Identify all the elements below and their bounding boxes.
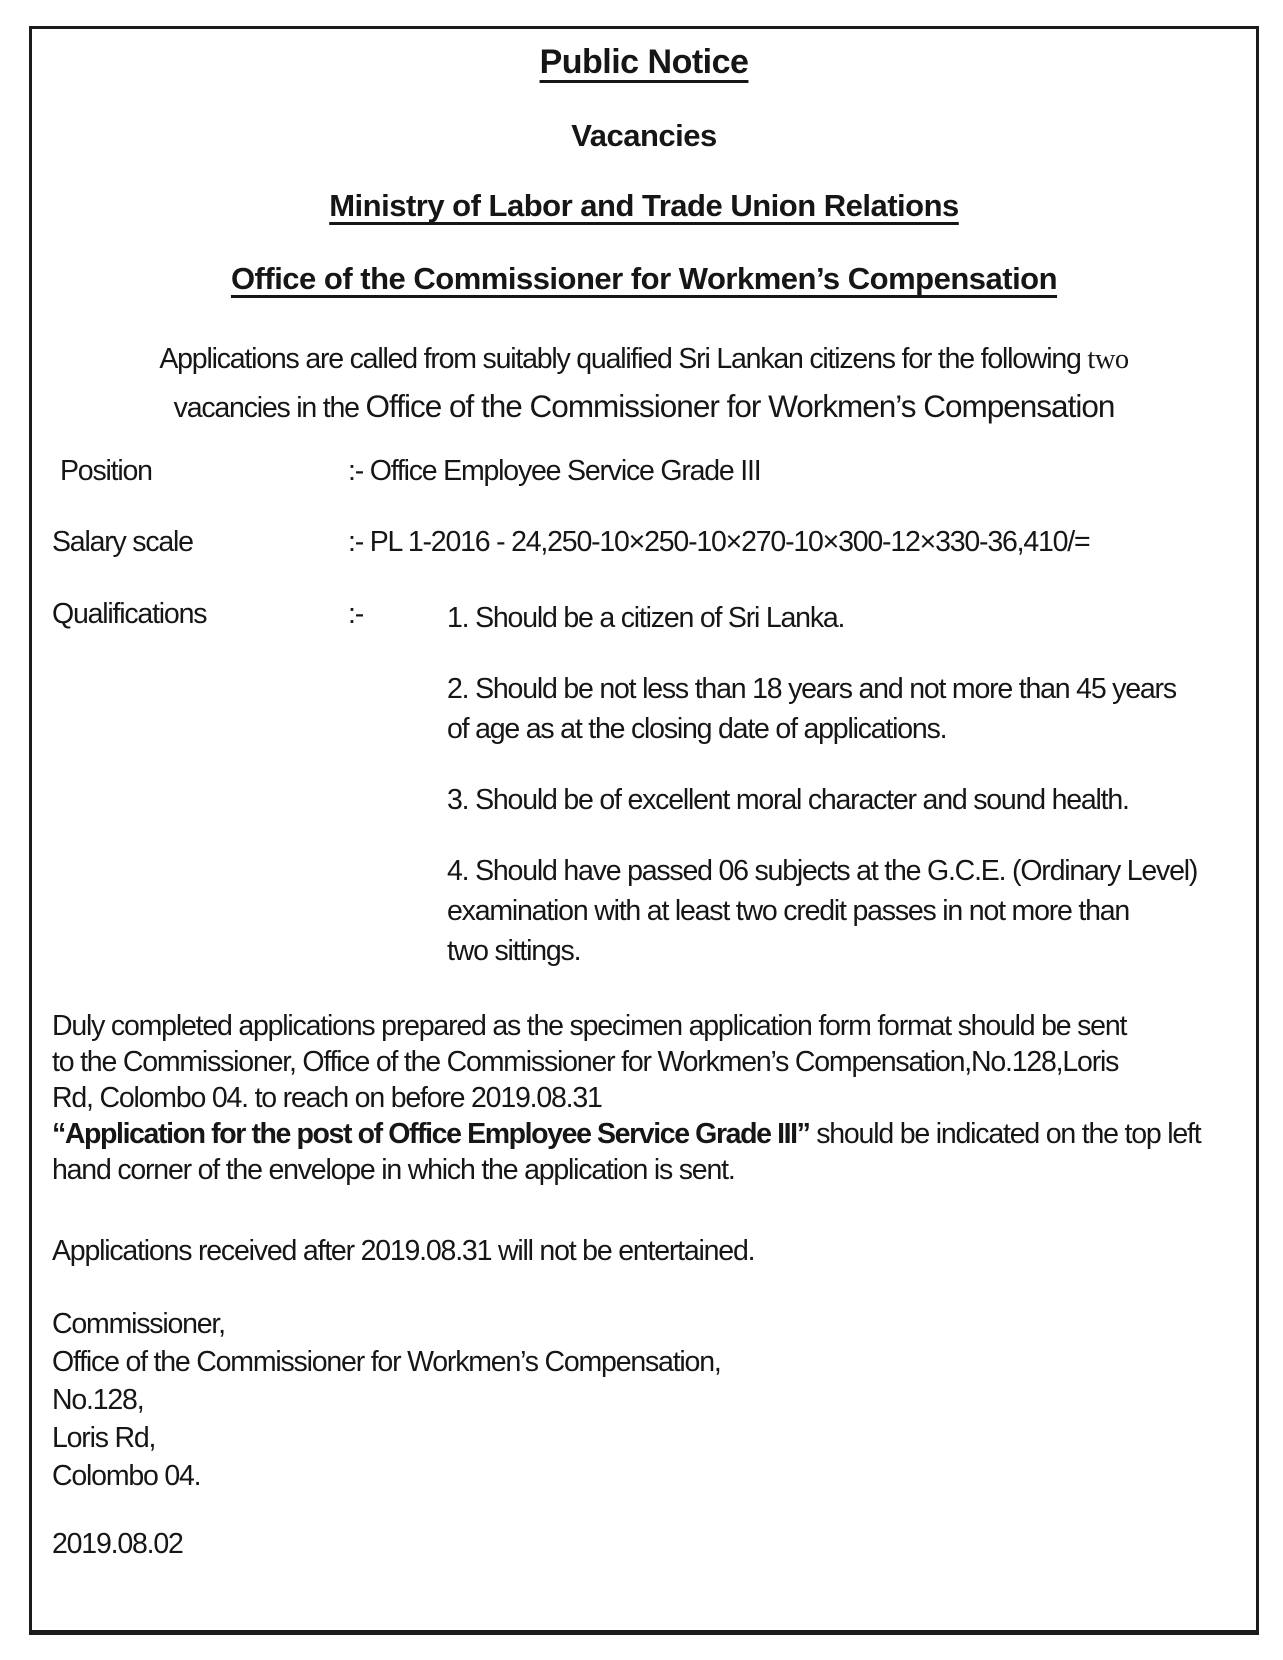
salary-value	[348, 526, 1089, 559]
qualification-item-2-line-1: 2. Should be not less than 18 years and not more than 45 years	[447, 673, 1176, 705]
qualification-item-3	[447, 780, 1237, 820]
intro-line-1-text: Applications are called from suitably qualified Sri Lankan citizens for the following	[159, 343, 1088, 375]
ministry-title: Ministry of Labor and Trade Union Relations	[329, 188, 959, 223]
detail-row-position	[52, 455, 760, 488]
instructions-line-2: to the Commissioner, Office of the Commissioner for Workmen’s Compensation,No.128,Loris	[52, 1046, 1119, 1078]
qualification-item-4-line-3: two sittings.	[447, 935, 581, 967]
salary-separator: :-	[348, 526, 364, 558]
intro-line-1	[32, 336, 1256, 383]
detail-row-qualifications	[52, 598, 447, 631]
detail-row-salary	[52, 526, 1089, 559]
instructions-paragraph	[52, 1008, 1244, 1188]
salary-label: Salary scale	[52, 526, 193, 558]
instructions-line-3: Rd, Colombo 04. to reach on before 2019.08.31	[52, 1082, 602, 1114]
qualification-item-4	[447, 851, 1237, 971]
qualifications-label: Qualifications	[52, 598, 207, 630]
application-label-bold: “Application for the post of Office Employee Service Grade III”	[52, 1118, 810, 1150]
intro-line-2-text: vacancies in the	[173, 392, 366, 424]
signature-line-4: Loris Rd,	[52, 1422, 156, 1454]
envelope-instruction-text: should be indicated on the top left hand corner of the envelope in which the application is sent.	[52, 1118, 1201, 1186]
qualification-item-1	[447, 598, 1237, 638]
envelope-instruction	[52, 1116, 1244, 1188]
qualification-item-2	[447, 669, 1237, 749]
page-title: Public Notice	[539, 43, 749, 81]
qualifications-list	[447, 598, 1237, 1002]
intro-line-2	[32, 383, 1256, 432]
instructions-line-1: Duly completed applications prepared as the specimen application form format should be sent	[52, 1010, 1127, 1042]
signature-line-1: Commissioner,	[52, 1308, 225, 1340]
qualifications-separator: :-	[348, 598, 364, 630]
position-value	[348, 455, 760, 488]
signature-line-5: Colombo 04.	[52, 1460, 201, 1492]
notice-date: 2019.08.02	[52, 1528, 183, 1560]
intro-line-2-office: Office of the Commissioner for Workmen’s Compensation	[365, 388, 1115, 424]
qualification-item-1-line-1: 1. Should be a citizen of Sri Lanka.	[447, 602, 845, 634]
qualification-item-4-line-1: 4. Should have passed 06 subjects at the G.C.E. (Ordinary Level)	[447, 855, 1198, 887]
salary-value-text: PL 1-2016 - 24,250-10×250-10×270-10×300-12×330-36,410/=	[369, 526, 1090, 558]
qualification-item-4-line-2: examination with at least two credit passes in not more than	[447, 895, 1130, 927]
office-title: Office of the Commissioner for Workmen’s Compensation	[230, 261, 1058, 296]
signature-line-2: Office of the Commissioner for Workmen’s Compensation,	[52, 1346, 721, 1378]
deadline-note: Applications received after 2019.08.31 will not be entertained.	[52, 1235, 755, 1267]
position-separator: :-	[348, 455, 364, 487]
signature-line-3: No.128,	[52, 1384, 144, 1416]
position-value-text: Office Employee Service Grade III	[369, 455, 761, 487]
signature-block	[52, 1305, 721, 1495]
qualification-item-2-line-2: of age as at the closing date of applications.	[447, 713, 947, 745]
intro-line-1-emphasis: two	[1087, 344, 1129, 375]
subtitle: Vacancies	[571, 118, 717, 153]
position-label: Position	[60, 455, 152, 487]
qualification-item-3-line-1: 3. Should be of excellent moral character and sound health.	[447, 784, 1129, 816]
intro-paragraph	[32, 336, 1256, 432]
